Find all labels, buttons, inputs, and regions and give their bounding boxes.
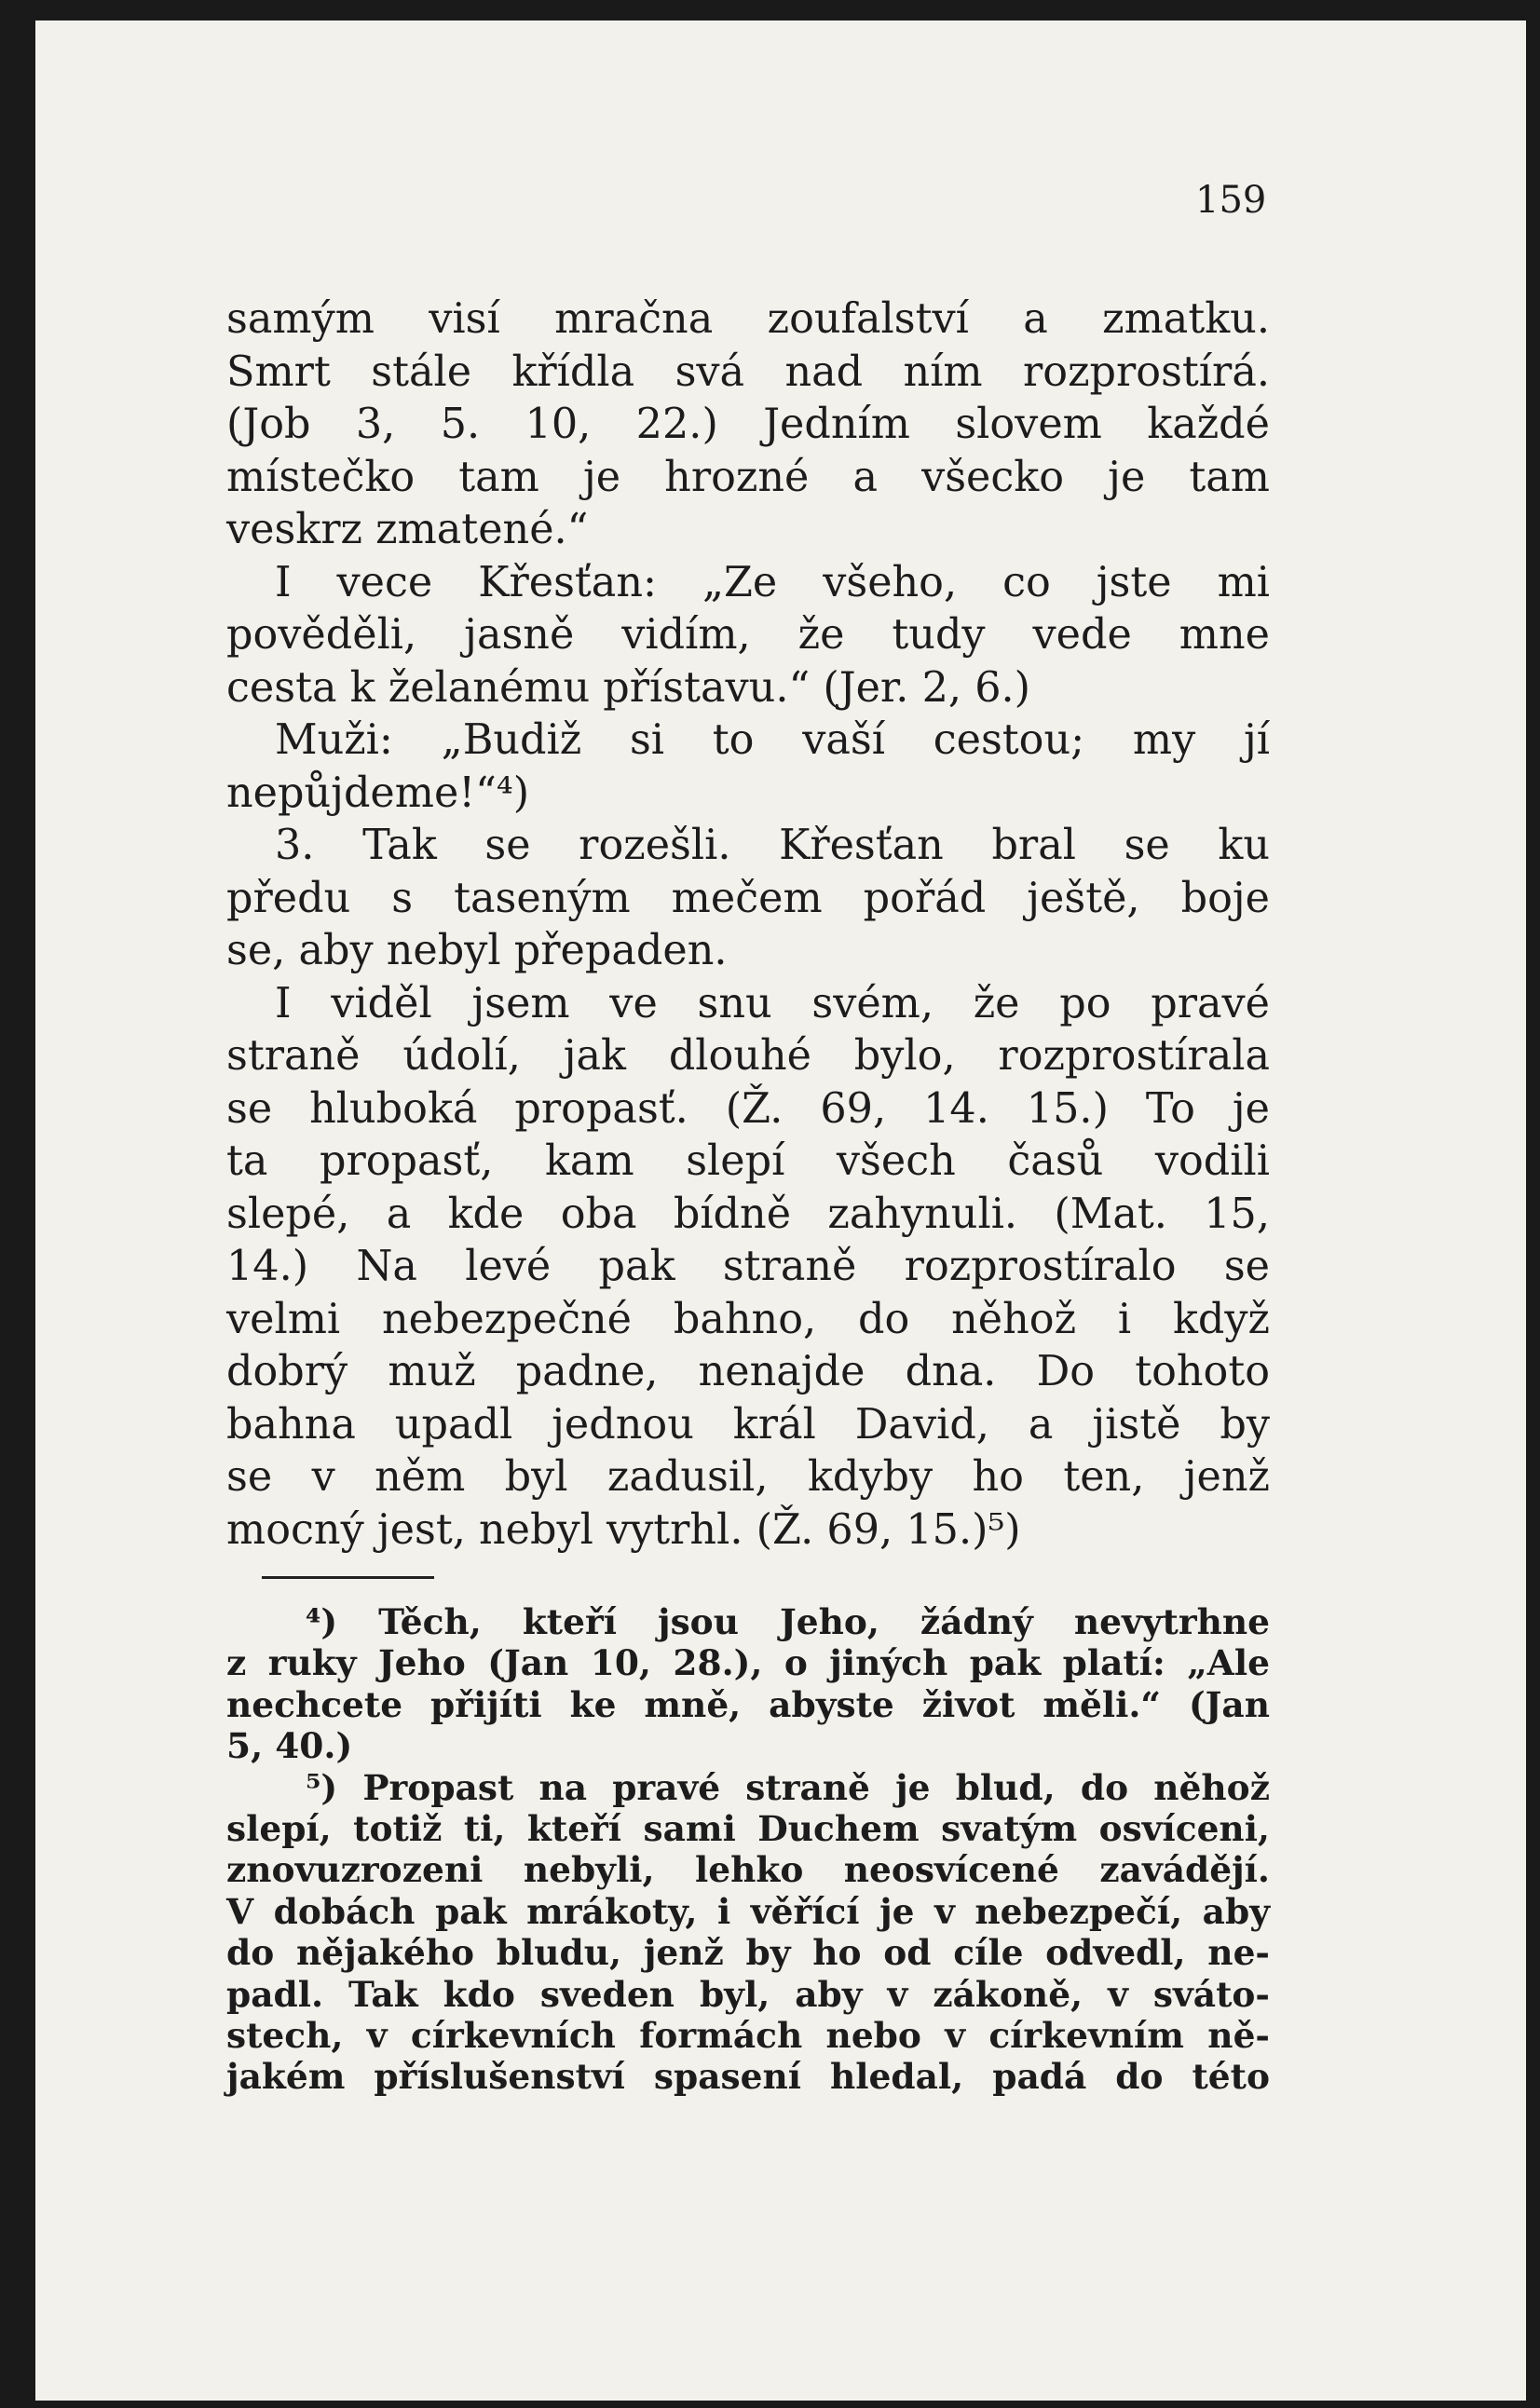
footnote-line: 5, 40.): [226, 1725, 353, 1767]
main-text: [226, 293, 1270, 1557]
book-page: [35, 20, 1526, 2401]
text-line: Muži: „Budiž si to vaší cestou; my jí: [275, 716, 1270, 764]
footnote-line: nechcete přijíti ke mně, abyste život měli.“ (Jan: [226, 1683, 1270, 1725]
footnote-line: jakém příslušenství spasení hledal, padá do této: [226, 2056, 1270, 2098]
text-line: se, aby nebyl přepaden.: [226, 927, 728, 974]
page-number: 159: [1195, 179, 1267, 222]
text-line: pověděli, jasně vidím, že tudy vede mne: [226, 611, 1270, 659]
footnote-line: slepí, totiž ti, kteří sami Duchem svatým osvíceni,: [226, 1808, 1270, 1850]
text-line: se v něm byl zadusil, kdyby ho ten, jenž: [226, 1453, 1270, 1501]
text-line: předu s taseným mečem pořád ještě, boje: [226, 874, 1270, 922]
footnotes: [226, 1601, 1270, 2098]
text-line: bahna upadl jednou král David, a jistě by: [226, 1400, 1270, 1449]
text-line: velmi nebezpečné bahno, do něhož i když: [226, 1295, 1270, 1343]
footnote-line: z ruky Jeho (Jan 10, 28.), o jiných pak platí: „Ale: [226, 1642, 1270, 1684]
text-line: mocný jest, nebyl vytrhl. (Ž. 69, 15.)⁵): [226, 1505, 1021, 1554]
text-line: (Job 3, 5. 10, 22.) Jedním slovem každé: [226, 401, 1270, 448]
text-line: I viděl jsem ve snu svém, že po pravé: [275, 979, 1270, 1027]
footnote-line: V dobách pak mrákoty, i věřící je v nebezpečí, aby: [226, 1890, 1270, 1932]
footnote-line: znovuzrozeni nebyli, lehko neosvícené zavádějí.: [226, 1849, 1270, 1891]
footnote-line: ⁵) Propast na pravé straně je blud, do něhož: [306, 1766, 1270, 1808]
text-line: samým visí mračna zoufalství a zmatku.: [226, 295, 1270, 343]
text-line: místečko tam je hrozné a všecko je tam: [226, 453, 1270, 501]
text-line: 3. Tak se rozešli. Křesťan bral se ku: [275, 822, 1270, 869]
text-line: dobrý muž padne, nenajde dna. Do tohoto: [226, 1348, 1270, 1395]
text-line: ta propasť, kam slepí všech časů vodili: [226, 1137, 1270, 1185]
text-line: slepé, a kde oba bídně zahynuli. (Mat. 15,: [226, 1190, 1270, 1238]
text-line: 14.) Na levé pak straně rozprostíralo se: [226, 1243, 1270, 1290]
text-line: nepůjdeme!“⁴): [226, 769, 530, 817]
footnote-line: padl. Tak kdo sveden byl, aby v zákoně, v sváto-: [226, 1973, 1270, 2015]
footnote-line: stech, v církevních formách nebo v církevním ně-: [226, 2015, 1270, 2057]
footnote-line: do nějakého bludu, jenž by ho od cíle odvedl, ne-: [226, 1932, 1270, 1974]
text-line: cesta k želanému přístavu.“ (Jer. 2, 6.): [226, 663, 1031, 712]
text-line: Smrt stále křídla svá nad ním rozprostírá.: [226, 347, 1270, 396]
footnote-line: ⁴) Těch, kteří jsou Jeho, žádný nevytrhne: [306, 1601, 1270, 1642]
text-line: straně údolí, jak dlouhé bylo, rozprostírala: [226, 1032, 1270, 1080]
text-line: I vece Křesťan: „Ze všeho, co jste mi: [275, 558, 1270, 606]
text-line: veskrz zmatené.“: [226, 506, 589, 553]
text-line: se hluboká propasť. (Ž. 69, 14. 15.) To je: [226, 1084, 1270, 1133]
footnote-separator: [262, 1576, 434, 1579]
